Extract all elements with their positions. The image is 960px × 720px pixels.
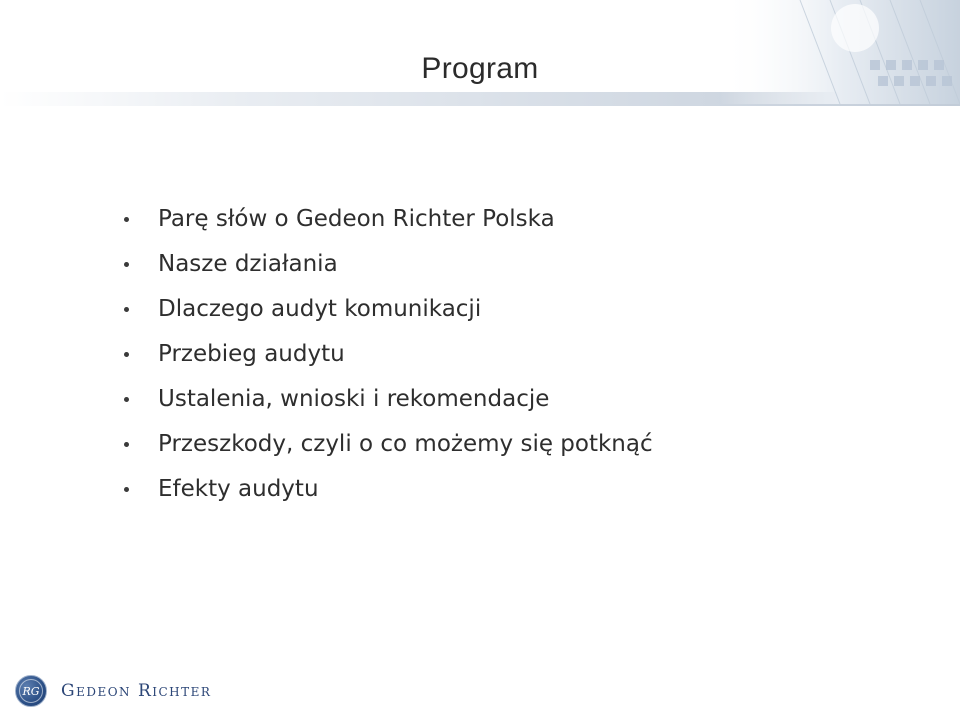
bullet-icon: [124, 397, 129, 402]
header-building-image: [720, 0, 960, 104]
logo-emblem-icon: [15, 675, 47, 707]
bullet-icon: [124, 262, 129, 267]
list-item: [120, 335, 653, 380]
list-item-text: Nasze działania: [158, 251, 338, 277]
bullet-icon: [124, 307, 129, 312]
bullet-icon: [124, 487, 129, 492]
list-item-text: Przebieg audytu: [158, 341, 345, 367]
list-item-text: Efekty audytu: [158, 476, 319, 502]
company-logo: [15, 675, 211, 707]
list-item: [120, 470, 653, 515]
bullet-icon: [124, 442, 129, 447]
list-item-text: Ustalenia, wnioski i rekomendacje: [158, 386, 550, 412]
logo-emblem-text: RG: [22, 684, 40, 698]
bullet-icon: [124, 217, 129, 222]
list-item-text: Przeszkody, czyli o co możemy się potknąć: [158, 431, 653, 457]
bullet-icon: [124, 352, 129, 357]
agenda-list: [120, 200, 653, 515]
list-item: [120, 200, 653, 245]
list-item: [120, 245, 653, 290]
list-item-text: Dlaczego audyt komunikacji: [158, 296, 482, 322]
slide-title: Program: [421, 52, 539, 85]
list-item: [120, 380, 653, 425]
list-item: [120, 290, 653, 335]
logo-text: Gedeon Richter: [61, 681, 212, 701]
logo-emblem-ring: [19, 679, 43, 703]
list-item: [120, 425, 653, 470]
list-item-text: Parę słów o Gedeon Richter Polska: [158, 206, 555, 232]
